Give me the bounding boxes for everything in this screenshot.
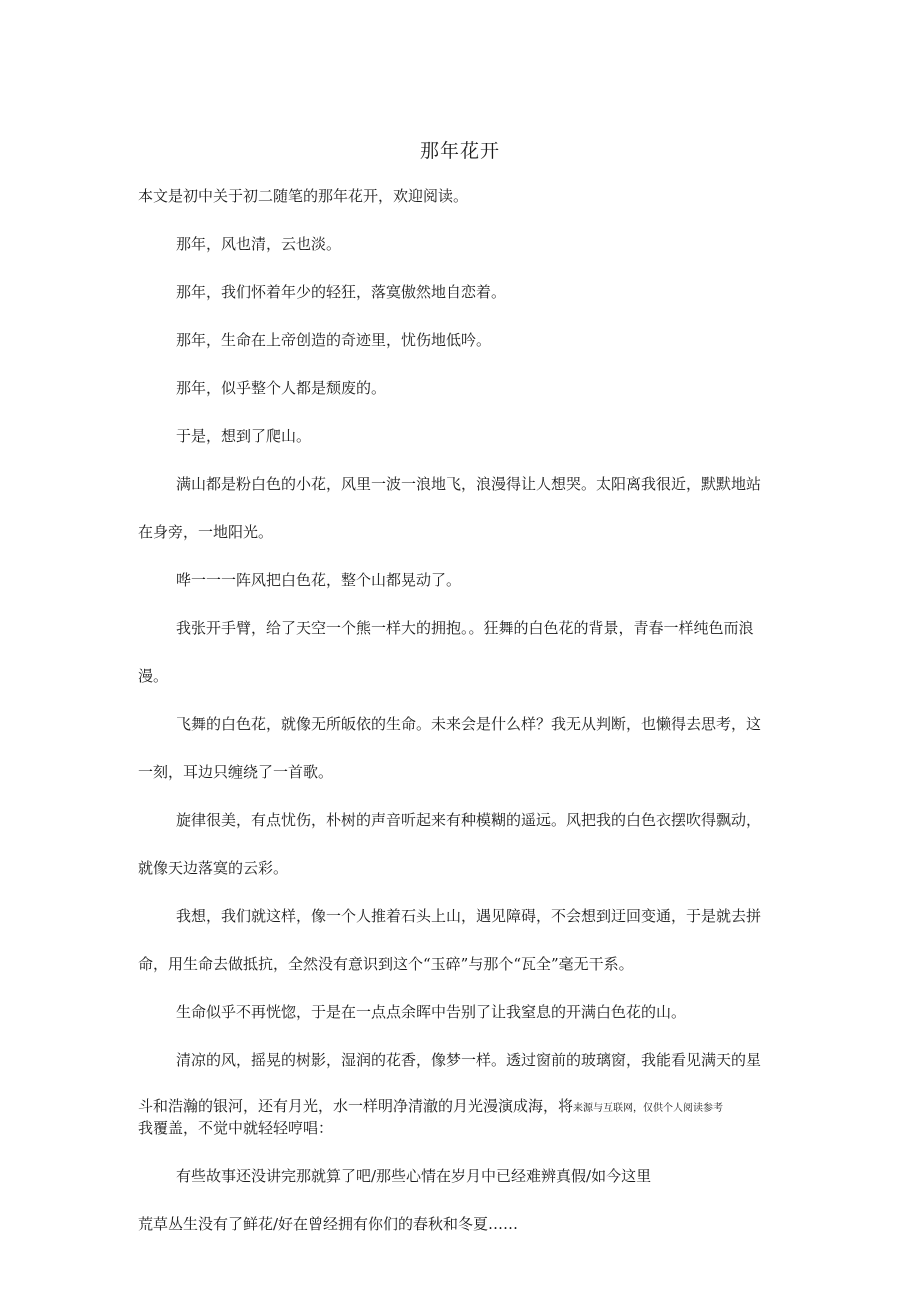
intro-paragraph: 本文是初中关于初二随笔的那年花开，欢迎阅读。	[138, 187, 469, 205]
paragraph-line: 于是，想到了爬山。	[176, 427, 312, 445]
document-title: 那年花开	[419, 140, 500, 162]
paragraph-line: 旋律很美，有点忧伤，朴树的声音听起来有种模糊的遥远。风把我的白色衣摆吹得飘动，	[176, 811, 762, 829]
paragraph-line: 清凉的风，摇晃的树影，湿润的花香，像梦一样。透过窗前的玻璃窗，我能看见满天的星	[176, 1051, 762, 1069]
paragraph-line: 那年，生命在上帝创造的奇迹里，忧伤地低吟。	[176, 331, 492, 349]
paragraph-line: 我覆盖，不觉中就轻轻哼唱：	[138, 1119, 334, 1137]
paragraph-line: 飞舞的白色花，就像无所皈依的生命。未来会是什么样？我无从判断，也懒得去思考，这	[176, 715, 762, 733]
paragraph-line: 就像天边落寞的云彩。	[138, 859, 289, 877]
paragraph-line: 生命似乎不再恍惚，于是在一点点余晖中告别了让我窒息的开满白色花的山。	[176, 1003, 687, 1021]
paragraph-line: 命，用生命去做抵抗，全然没有意识到这个“玉碎”与那个“瓦全”毫无干系。	[138, 955, 634, 973]
lyrics-line: 有些故事还没讲完那就算了吧/那些心情在岁月中已经难辨真假/如今这里	[176, 1167, 652, 1185]
paragraph-line: 那年，我们怀着年少的轻狂，落寞傲然地自恋着。	[176, 283, 507, 301]
paragraph-line: 那年，风也清，云也淡。	[176, 235, 342, 253]
paragraph-line: 满山都是粉白色的小花，风里一波一浪地飞，浪漫得让人想哭。太阳离我很近，默默地站	[176, 475, 762, 493]
paragraph-line: 一刻，耳边只缠绕了一首歌。	[138, 763, 334, 781]
paragraph-line: 我张开手臂，给了天空一个熊一样大的拥抱。。狂舞的白色花的背景，青春一样纯色而浪	[176, 619, 754, 637]
paragraph-line: 在身旁，一地阳光。	[138, 523, 274, 541]
watermark-text: 来源与互联网，仅供个人阅读参考	[573, 1103, 724, 1114]
paragraph-line: 漫。	[138, 667, 169, 685]
paragraph-line: 我想，我们就这样，像一个人推着石头上山，遇见障碍，不会想到迂回变通，于是就去拼	[176, 907, 762, 925]
paragraph-line: 那年，似乎整个人都是颓废的。	[176, 379, 387, 397]
paragraph-line	[138, 1096, 723, 1119]
lyrics-line: 荒草丛生没有了鲜花/好在曾经拥有你们的春秋和冬夏……	[138, 1215, 519, 1233]
paragraph-line: 哗一一一阵风把白色花，整个山都晃动了。	[176, 571, 462, 589]
paragraph-text: 斗和浩瀚的银河，还有月光，水一样明净清澈的月光漫演成海，将	[138, 1097, 574, 1115]
